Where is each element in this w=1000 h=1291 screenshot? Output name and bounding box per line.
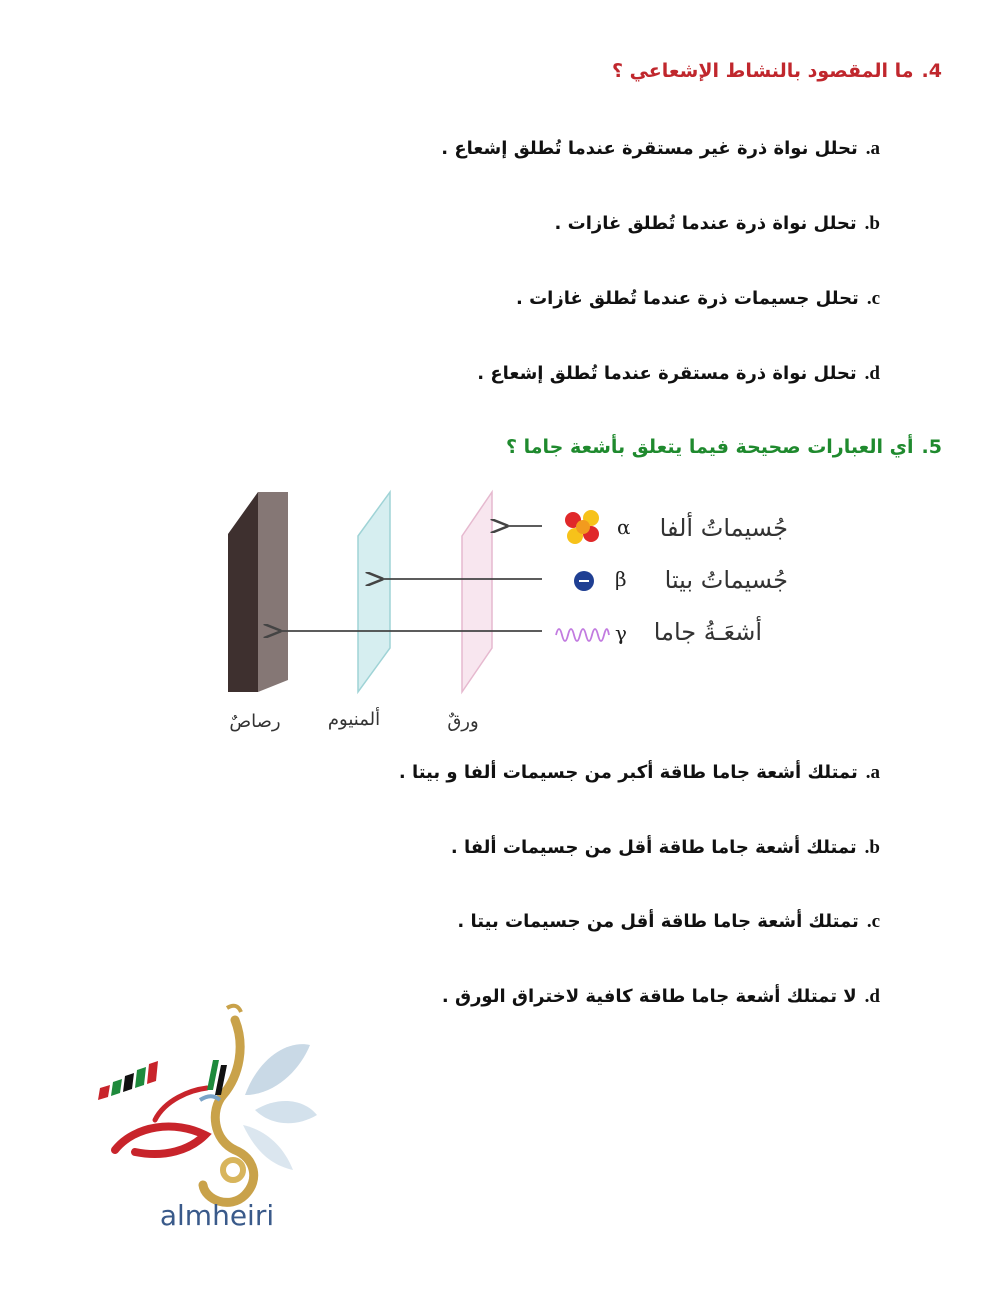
radiation-penetration-diagram [200, 480, 800, 740]
q5-option-b-text: تمتلك أشعة جاما طاقة أقل من جسيمات ألفا . [450, 837, 857, 858]
beta-symbol: β [615, 567, 627, 591]
question-5-text: أي العبارات صحيحة فيما يتعلق بأشعة جاما ؟ [505, 436, 914, 458]
question-4-number: 4. [921, 60, 942, 82]
q4-option-b-text: تحلل نواة ذرة عندما تُطلق غازات . [554, 213, 857, 234]
gamma-symbol: γ [615, 621, 627, 645]
q4-option-c-text: تحلل جسيمات ذرة عندما تُطلق غازات . [515, 288, 859, 309]
beta-particle-icon [574, 571, 594, 591]
alpha-symbol: α [617, 515, 631, 539]
question-4-title [612, 60, 942, 82]
beta-label: جُسيماتُ بيتا [664, 566, 788, 594]
q4-option-d-letter: d. [864, 363, 880, 384]
q5-option-d-letter: d. [864, 986, 880, 1007]
question-5-number: 5. [921, 436, 942, 458]
lead-block [228, 492, 288, 692]
paper-sheet [462, 492, 492, 692]
q4-option-a[interactable] [441, 138, 880, 160]
aluminum-label: ألمنيوم [327, 709, 381, 730]
q4-option-c[interactable] [516, 288, 880, 310]
q5-option-a-letter: a. [865, 762, 880, 783]
q5-option-d[interactable] [442, 986, 880, 1008]
logo-emblem-icon [98, 1006, 317, 1203]
q5-option-c-letter: c. [866, 911, 880, 932]
lead-label: رصاصٌ [229, 711, 281, 732]
question-5-title [506, 436, 942, 458]
q4-option-a-letter: a. [865, 138, 880, 159]
question-4-text: ما المقصود بالنشاط الإشعاعي ؟ [611, 60, 914, 82]
q5-option-d-text: لا تمتلك أشعة جاما طاقة كافية لاختراق الورق . [441, 986, 857, 1007]
q4-option-d[interactable] [477, 363, 880, 385]
gamma-wave-icon [556, 629, 609, 641]
almheiri-logo [95, 1000, 325, 1240]
q4-option-d-text: تحلل نواة ذرة مستقرة عندما تُطلق إشعاع . [477, 363, 857, 384]
q5-option-a[interactable] [399, 762, 880, 784]
alpha-particle-icon [565, 510, 599, 544]
q4-option-b-letter: b. [864, 213, 880, 234]
q5-option-c-text: تمتلك أشعة جاما طاقة أقل من جسيمات بيتا . [457, 911, 859, 932]
q4-option-b[interactable] [555, 213, 880, 235]
gamma-label: أشعَـةُ جاما [653, 618, 762, 646]
logo-text: almheiri [159, 1199, 275, 1232]
paper-label: ورقٌ [447, 711, 479, 732]
q4-option-a-text: تحلل نواة ذرة غير مستقرة عندما تُطلق إشعاع . [441, 138, 858, 159]
aluminum-sheet [358, 492, 390, 692]
q5-option-b-letter: b. [864, 837, 880, 858]
q5-option-c[interactable] [457, 911, 880, 933]
q5-option-b[interactable] [451, 837, 880, 859]
q5-option-a-text: تمتلك أشعة جاما طاقة أكبر من جسيمات ألفا و بيتا . [398, 762, 858, 783]
alpha-label: جُسيماتُ ألفا [659, 514, 788, 542]
q4-option-c-letter: c. [866, 288, 880, 309]
